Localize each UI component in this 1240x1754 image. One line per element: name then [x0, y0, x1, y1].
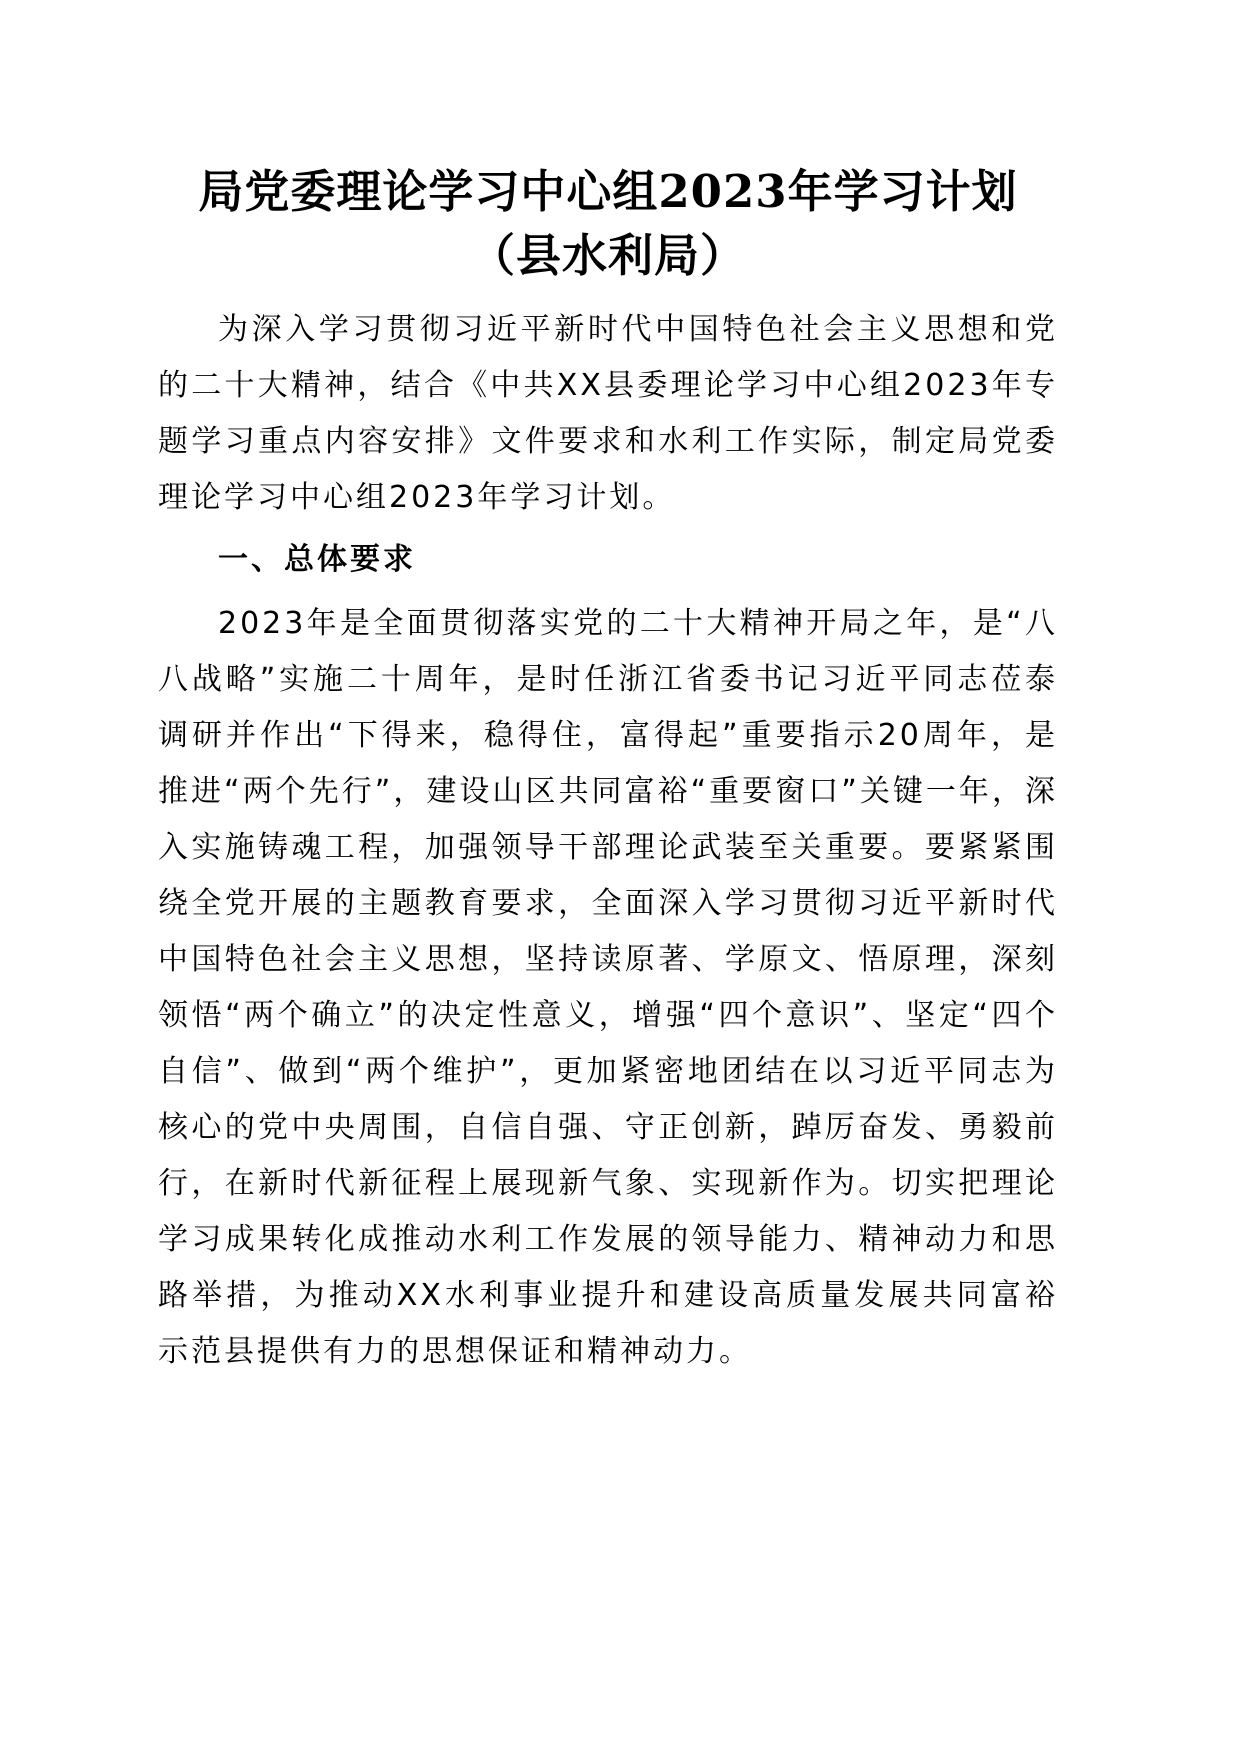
document-page [158, 160, 1058, 1380]
section-body-general-requirements: 2023年是全面贯彻落实党的二十大精神开局之年，是“八八战略”实施二十周年，是时任浙江省委书记习近平同志莅泰调研并作出“下得来，稳得住，富得起”重要指示20周年，是推进“两个先行”，建设山区共同富裕“重要窗口”关键一年，深入实施铸魂工程，加强领导干部理论武装至关重要。要紧紧围绕全党开展的主题教育要求，全面深入学习贯彻习近平新时代中国特色社会主义思想，坚持读原著、学原文、悟原理，深刻领悟“两个确立”的决定性意义，增强“四个意识”、坚定“四个自信”、做到“两个维护”，更加紧密地团结在以习近平同志为核心的党中央周围，自信自强、守正创新，踔厉奋发、勇毅前行，在新时代新征程上展现新气象、实现新作为。切实把理论学习成果转化成推动水利工作发展的领导能力、精神动力和思路举措，为推动XX水利事业提升和建设高质量发展共同富裕示范县提供有力的思想保证和精神动力。 [158, 606, 1058, 1369]
intro-paragraph: 为深入学习贯彻习近平新时代中国特色社会主义思想和党的二十大精神，结合《中共XX县委理论学习中心组2023年专题学习重点内容安排》文件要求和水利工作实际，制定局党委理论学习中心组2023年学习计划。 [158, 312, 1058, 515]
section-heading-general-requirements: 一、总体要求 [218, 542, 416, 577]
document-title: 局党委理论学习中心组2023年学习计划（县水利局） [198, 165, 1018, 282]
